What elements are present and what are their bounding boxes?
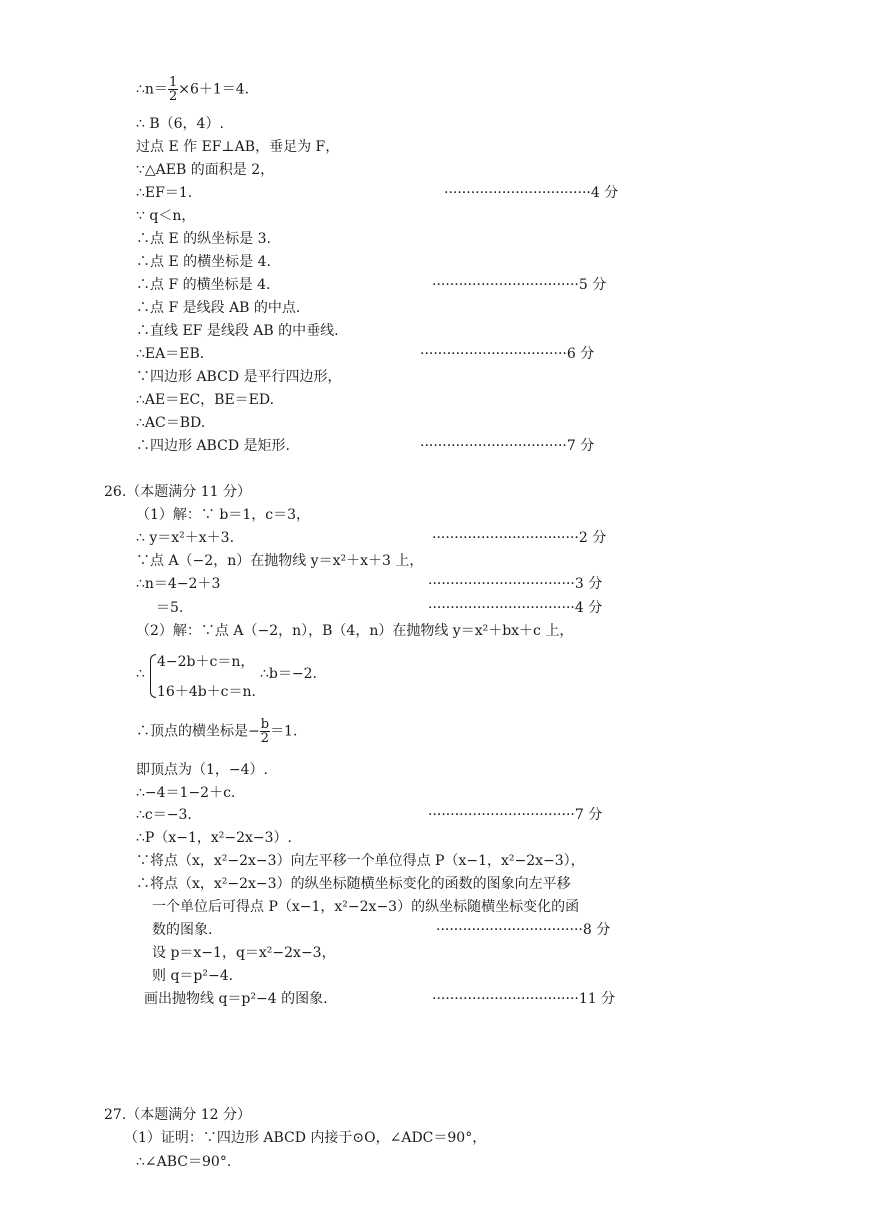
q26-part1-line-5: ＝5. xyxy=(156,600,184,616)
fraction-denominator: 2 xyxy=(168,89,178,104)
q25-line-12: ∴EA＝EB. xyxy=(136,346,205,362)
q26-part2-line-13: 则 q＝p²−4. xyxy=(152,968,234,984)
score-mark-4: ·································4 分 xyxy=(444,185,619,201)
vertex-x-pre: ∴顶点的横坐标是− xyxy=(136,723,260,740)
q25-line-5: ∴EF＝1. xyxy=(136,185,193,201)
q25-line-4: ∵△AEB 的面积是 2， xyxy=(136,162,275,178)
system-result: ∴b＝−2. xyxy=(260,666,317,682)
fraction-numerator: b xyxy=(260,717,270,732)
q26-part2-line-1: （2）解：∵点 A（−2，n），B（4，n）在抛物线 y＝x²＋bx＋c 上， xyxy=(136,623,574,639)
q26-part2-line-6: ∴c＝−3. xyxy=(136,807,192,823)
q27-line-1: （1）证明：∵四边形 ABCD 内接于⊙O，∠ADC＝90°， xyxy=(124,1130,487,1146)
score-mark-3: ·································3 分 xyxy=(428,576,603,592)
system-equation-1: 4−2b＋c＝n， xyxy=(157,654,255,670)
q26-part1-line-4: ∴n＝4−2＋3 xyxy=(136,576,221,592)
q25-line-11: ∴直线 EF 是线段 AB 的中垂线. xyxy=(136,323,339,339)
fraction-numerator: 1 xyxy=(168,75,178,90)
score-mark-11: ·································11 分 xyxy=(432,991,616,1007)
score-mark-8: ·································8 分 xyxy=(436,922,611,938)
q26-part1-line-3: ∵点 A（−2，n）在抛物线 y＝x²＋x＋3 上， xyxy=(136,553,424,569)
q26-part2-line-14: 画出抛物线 q＝p²−4 的图象. xyxy=(144,991,328,1007)
score-mark-2: ·································2 分 xyxy=(432,530,607,546)
q26-header: 26.（本题满分 11 分） xyxy=(104,484,251,500)
fraction-b-over-2 xyxy=(260,718,270,745)
q26-part2-line-8: ∵将点（x，x²−2x−3）向左平移一个单位得点 P（x−1，x²−2x−3）， xyxy=(136,853,585,869)
system-brace xyxy=(150,654,156,698)
fraction-denominator: 2 xyxy=(260,731,270,746)
score-mark-5: ·································5 分 xyxy=(432,277,607,293)
q26-part2-line-5: ∴−4＝1−2＋c. xyxy=(136,785,236,801)
q25-line-16: ∴四边形 ABCD 是矩形. xyxy=(136,438,290,454)
q26-part2-line-12: 设 p＝x−1，q＝x²−2x−3， xyxy=(152,945,336,961)
q26-part1-line-2: ∴ y＝x²＋x＋3. xyxy=(136,530,235,546)
system-equation-2: 16＋4b＋c＝n. xyxy=(157,684,256,700)
q25-line-3: 过点 E 作 EF⊥AB，垂足为 F， xyxy=(136,139,340,155)
vertex-x-post: ＝1. xyxy=(270,723,298,740)
q26-part2-line-10: 一个单位后可得点 P（x−1，x²−2x−3）的纵坐标随横坐标变化的函 xyxy=(152,899,580,915)
q27-header: 27.（本题满分 12 分） xyxy=(104,1107,251,1123)
q26-part2-line-7: ∴P（x−1，x²−2x−3）. xyxy=(136,830,292,846)
fraction-one-half xyxy=(168,76,178,103)
system-therefore: ∴ xyxy=(136,666,145,682)
score-mark-7b: ·································7 分 xyxy=(428,807,603,823)
q26-part2-line-9: ∴将点（x，x²−2x−3）的纵坐标随横坐标变化的函数的图象向左平移 xyxy=(136,876,571,892)
q25-line-15: ∴AC＝BD. xyxy=(136,415,206,431)
q26-part2-line-4: 即顶点为（1，−4）. xyxy=(136,762,268,778)
q25-line-6: ∵ q＜n， xyxy=(136,208,196,224)
q25-line-2: ∴ B（6，4）. xyxy=(136,116,224,132)
q25-line-10: ∴点 F 是线段 AB 的中点. xyxy=(136,300,301,316)
q26-part2-vertex-x xyxy=(136,718,297,745)
q25-line-9: ∴点 F 的横坐标是 4. xyxy=(136,277,271,293)
q25-line-8: ∴点 E 的横坐标是 4. xyxy=(136,254,271,270)
score-mark-7: ·································7 分 xyxy=(420,438,595,454)
q25-line-14: ∴AE＝EC，BE＝ED. xyxy=(136,392,275,408)
score-mark-6: ·································6 分 xyxy=(420,346,595,362)
q25-line-1-post: ×6＋1＝4. xyxy=(178,81,250,98)
q25-line-7: ∴点 E 的纵坐标是 3. xyxy=(136,231,271,247)
q25-line-1-pre: ∴n＝ xyxy=(136,81,168,98)
q25-line-13: ∵四边形 ABCD 是平行四边形， xyxy=(136,369,342,385)
q25-line-1 xyxy=(136,76,249,103)
q26-part1-line-1: （1）解：∵ b＝1，c＝3， xyxy=(136,507,310,523)
score-mark-4b: ·································4 分 xyxy=(428,600,603,616)
q27-line-2: ∴∠ABC＝90°. xyxy=(136,1154,232,1170)
q26-part2-line-11: 数的图象. xyxy=(152,922,213,938)
